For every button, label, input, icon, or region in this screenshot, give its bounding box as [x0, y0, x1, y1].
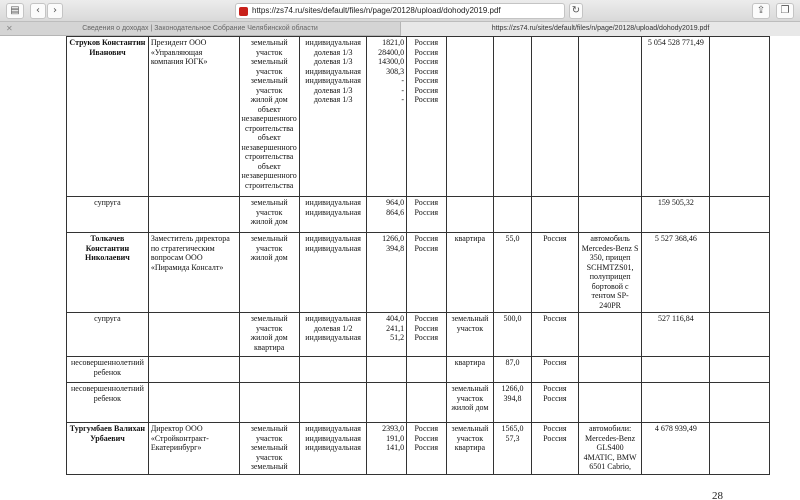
tab-site[interactable]: [0, 22, 400, 36]
income: [642, 357, 710, 383]
used-area: 500,0: [494, 313, 532, 357]
used-type: квартира: [446, 357, 494, 383]
tab-bar: [0, 22, 800, 36]
ownership-kind: индивидуальная долевая 1/2 индивидуальная: [299, 313, 367, 357]
page-number: 28: [712, 490, 723, 500]
person-name: несовершеннолетний ребенок: [67, 357, 149, 383]
used-country: Россия: [531, 233, 578, 313]
owned-type: земельный участок жилой дом: [239, 197, 299, 233]
used-type: квартира: [446, 233, 494, 313]
income: [642, 383, 710, 423]
person-position: [148, 357, 239, 383]
close-tab-icon[interactable]: ✕: [6, 24, 13, 33]
owned-country: [407, 357, 446, 383]
owned-country: [407, 383, 446, 423]
income: 4 678 939,49: [642, 423, 710, 475]
url-text: https://zs74.ru/sites/default/files/n/page/20128/upload/dohody2019.pdf: [252, 6, 501, 15]
url-bar[interactable]: [235, 3, 565, 19]
vehicles: [578, 313, 641, 357]
used-area: 55,0: [494, 233, 532, 313]
ownership-kind: индивидуальная индивидуальная: [299, 233, 367, 313]
table-row: [67, 423, 770, 475]
tab-pdf[interactable]: [400, 22, 800, 36]
table-row: [67, 357, 770, 383]
used-country: [531, 37, 578, 197]
person-position: [148, 197, 239, 233]
table-row: [67, 233, 770, 313]
owned-area: [367, 357, 407, 383]
used-type: [446, 37, 494, 197]
person-name: Струков Константин Иванович: [67, 37, 149, 197]
used-type: земельный участок: [446, 313, 494, 357]
income: 159 505,32: [642, 197, 710, 233]
person-position: Директор ООО «Стройконтракт-Екатеринбург»: [148, 423, 239, 475]
income-table: [66, 36, 770, 475]
owned-area: 1266,0 394,8: [367, 233, 407, 313]
owned-area: 404,0 241,1 51,2: [367, 313, 407, 357]
owned-country: Россия Россия: [407, 233, 446, 313]
browser-toolbar: [0, 0, 800, 22]
vehicles: автомобили: Mercedes-Benz GLS400 4MATIC, BMW 6501 Cabrio,: [578, 423, 641, 475]
empty-cell: [710, 313, 770, 357]
income: 527 116,84: [642, 313, 710, 357]
table-row: [67, 383, 770, 423]
owned-area: 2393,0 191,0 141,0: [367, 423, 407, 475]
person-name: несовершеннолетний ребенок: [67, 383, 149, 423]
owned-type: [239, 383, 299, 423]
owned-area: 1821,0 28400,0 14300,0 308,3 - - -: [367, 37, 407, 197]
empty-cell: [710, 383, 770, 423]
used-area: 1565,0 57,3: [494, 423, 532, 475]
sidebar-toggle-button[interactable]: ▤: [6, 3, 24, 19]
ownership-kind: индивидуальная индивидуальная: [299, 197, 367, 233]
empty-cell: [710, 357, 770, 383]
person-name: Тургумбаев Валихан Урбаевич: [67, 423, 149, 475]
vehicles: [578, 383, 641, 423]
tab-pdf-label: https://zs74.ru/sites/default/files/n/page/20128/upload/dohody2019.pdf: [491, 25, 710, 32]
share-button[interactable]: ⇪: [752, 3, 770, 19]
used-country: Россия Россия: [531, 383, 578, 423]
used-country: Россия: [531, 313, 578, 357]
vehicles: автомобиль Mercedes-Benz S 350, прицеп SCHMTZS01, полуприцеп бортовой с тентом SP-240PR: [578, 233, 641, 313]
reload-icon[interactable]: ↻: [569, 3, 583, 19]
person-name: супруга: [67, 197, 149, 233]
pdf-page: [0, 36, 800, 500]
empty-cell: [710, 233, 770, 313]
vehicles: [578, 197, 641, 233]
used-country: Россия: [531, 357, 578, 383]
table-row: [67, 37, 770, 197]
owned-type: земельный участок жилой дом: [239, 233, 299, 313]
vehicles: [578, 357, 641, 383]
empty-cell: [710, 197, 770, 233]
used-country: Россия Россия: [531, 423, 578, 475]
vehicles: [578, 37, 641, 197]
owned-country: Россия Россия Россия: [407, 313, 446, 357]
owned-area: [367, 383, 407, 423]
person-position: Президент ООО «Управляющая компания ЮГК»: [148, 37, 239, 197]
person-name: Толкачев Константин Николаевич: [67, 233, 149, 313]
ownership-kind: индивидуальная долевая 1/3 долевая 1/3 индивидуальная индивидуальная долевая 1/3 долевая 1/3: [299, 37, 367, 197]
owned-type: земельный участок жилой дом квартира: [239, 313, 299, 357]
owned-type: [239, 357, 299, 383]
ownership-kind: [299, 357, 367, 383]
used-type: [446, 197, 494, 233]
empty-cell: [710, 37, 770, 197]
owned-type: земельный участок земельный участок земельный участок жилой дом объект незавершенного строительства объект незавершенного строительства объект незавершенного строительства: [239, 37, 299, 197]
tabs-overview-button[interactable]: ❐: [776, 3, 794, 19]
person-name: супруга: [67, 313, 149, 357]
income: 5 054 528 771,49: [642, 37, 710, 197]
site-favicon-icon: [239, 7, 248, 16]
owned-area: 964,0 864,6: [367, 197, 407, 233]
used-country: [531, 197, 578, 233]
used-type: земельный участок квартира: [446, 423, 494, 475]
ownership-kind: индивидуальная индивидуальная индивидуальная: [299, 423, 367, 475]
owned-country: Россия Россия Россия Россия Россия Россия Россия: [407, 37, 446, 197]
person-position: [148, 313, 239, 357]
used-type: земельный участок жилой дом: [446, 383, 494, 423]
used-area: [494, 37, 532, 197]
ownership-kind: [299, 383, 367, 423]
table-row: [67, 313, 770, 357]
back-button[interactable]: ‹: [30, 3, 46, 19]
used-area: [494, 197, 532, 233]
used-area: 87,0: [494, 357, 532, 383]
person-position: Заместитель директора по стратегическим вопросам ООО «Пирамида Консалт»: [148, 233, 239, 313]
owned-country: Россия Россия: [407, 197, 446, 233]
forward-button[interactable]: ›: [47, 3, 63, 19]
owned-country: Россия Россия Россия: [407, 423, 446, 475]
used-area: 1266,0 394,8: [494, 383, 532, 423]
person-position: [148, 383, 239, 423]
table-row: [67, 197, 770, 233]
tab-site-label: Сведения о доходах | Законодательное Собрание Челябинской области: [82, 25, 318, 32]
owned-type: земельный участок земельный участок земельный: [239, 423, 299, 475]
income: 5 527 368,46: [642, 233, 710, 313]
empty-cell: [710, 423, 770, 475]
